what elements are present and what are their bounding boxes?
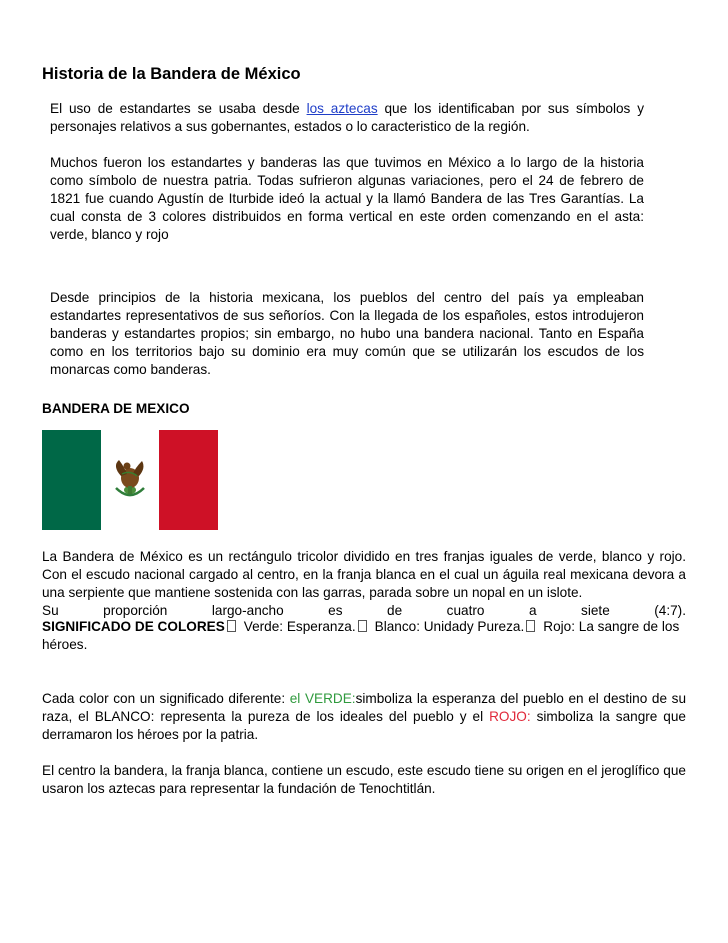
meaning-verde: Verde: Esperanza. bbox=[243, 619, 356, 634]
aztecas-link[interactable]: los aztecas bbox=[306, 101, 378, 116]
rojo-text: simboliza la sangre que derramaron los héroes por la patria. bbox=[42, 709, 686, 742]
flag-description-text: La Bandera de México es un rectángulo tricolor dividido en tres franjas iguales de verde, blanco y rojo. Con el escudo nacional cargado al centro, en la franja blanca en el cual un águila real mexicana devora a una serpiente que mantiene sostenida con las garras, parada sobre un nopal en un islote. bbox=[42, 549, 686, 600]
intro-text-before: El uso de estandartes se usaba desde bbox=[50, 101, 307, 116]
flag-description-paragraph bbox=[42, 548, 686, 620]
color-symbolism-paragraph bbox=[42, 690, 686, 744]
flag-heading: BANDERA DE MEXICO bbox=[42, 401, 190, 416]
intro-paragraph bbox=[50, 100, 644, 136]
proportion-line: Su proporción largo-ancho es de cuatro a siete (4:7). bbox=[42, 603, 686, 618]
colors-meaning-block bbox=[42, 618, 686, 654]
verde-label: el VERDE: bbox=[289, 691, 356, 706]
bullet-box-icon bbox=[358, 620, 367, 632]
flag-red-stripe bbox=[159, 430, 218, 530]
history-paragraph: Muchos fueron los estandartes y banderas las que tuvimos en México a lo largo de la historia como símbolo de nuestra patria. Todas sufrieron algunas variaciones, pero el 24 de febrero de 1821 fue cuando Agustín de Iturbide ideó la actual y la llamó Bandera de las Tres Garantías. La cual consta de 3 colores distribuidos en forma vertical en este orden comenzando en el asta: verde, blanco y rojo bbox=[50, 155, 644, 242]
symbolism-start: Cada color con un significado diferente: bbox=[42, 691, 290, 706]
mexico-flag-image bbox=[42, 430, 218, 530]
bullet-box-icon bbox=[526, 620, 535, 632]
intro-text-after: que los identificaban por sus símbolos y personajes relativos a sus gobernantes, estados o lo caracteristico de la región. bbox=[50, 101, 644, 134]
meaning-rojo: Rojo: La sangre de los héroes. bbox=[42, 619, 680, 652]
verde-text: simboliza la esperanza del pueblo en el destino de su raza, el BLANCO: representa la pureza de los ideales del pueblo y el bbox=[42, 691, 687, 724]
rojo-label: ROJO: bbox=[489, 709, 531, 724]
origins-paragraph: Desde principios de la historia mexicana, los pueblos del centro del país ya empleaban estandartes representativos de sus señoríos. Con la llegada de los españoles, estos introdujeron banderas y estandartes propios; sin embargo, no hubo una bandera nacional. Tanto en España como en los territorios bajo su dominio era muy común que se utilizarán los escudos de los monarcas como banderas. bbox=[50, 290, 644, 377]
meaning-blanco: Blanco: Unidady Pureza. bbox=[374, 619, 525, 634]
emblem-origin-paragraph: El centro la bandera, la franja blanca, contiene un escudo, este escudo tiene su origen en el jeroglífico que usaron los aztecas para representar la fundación de Tenochtitlán. bbox=[42, 763, 686, 796]
page-title: Historia de la Bandera de México bbox=[42, 65, 301, 83]
flag-green-stripe bbox=[42, 430, 101, 530]
bullet-box-icon bbox=[227, 620, 236, 632]
colors-meaning-heading: SIGNIFICADO DE COLORES bbox=[42, 619, 225, 634]
